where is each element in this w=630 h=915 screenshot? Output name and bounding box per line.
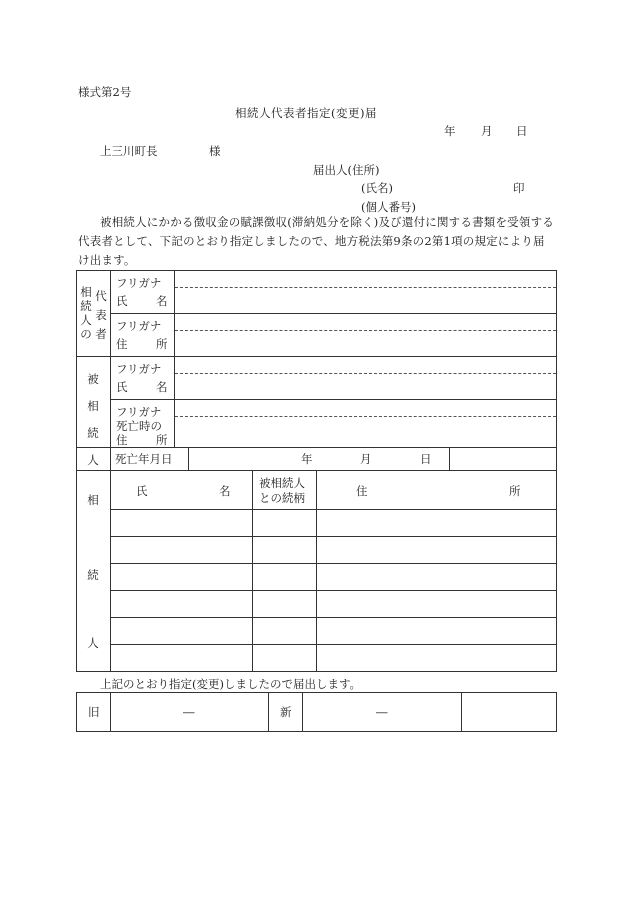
col-relation-line-1: 被相続人 xyxy=(259,476,305,490)
deceased-name-furigana-label: フリガナ xyxy=(116,362,162,376)
rep-address-label-1: 住 xyxy=(116,337,128,351)
heir-row[interactable] xyxy=(111,510,556,536)
rep-address-label-2: 所 xyxy=(156,337,168,351)
intro-paragraph: 被相続人にかかる徴収金の賦課徴収(滞納処分を除く)及び還付に関する書類を受領する代表者として、下記のとおり指定しましたので、地方税法第9条の2第1項の規定により届け出ます。 xyxy=(78,215,554,267)
col-address-label-1: 住 xyxy=(356,484,368,498)
heir-row[interactable] xyxy=(111,618,556,644)
heir-row[interactable] xyxy=(111,591,556,617)
new-label: 新 xyxy=(280,705,292,719)
footer-text: 上記のとおり指定(変更)しましたので届出します。 xyxy=(100,677,362,691)
col-name-label-2: 名 xyxy=(219,484,231,498)
rep-address-field[interactable] xyxy=(176,333,554,354)
col-name-label-1: 氏 xyxy=(136,484,148,498)
death-date-field[interactable] xyxy=(190,449,447,469)
rep-name-label-2: 名 xyxy=(156,294,168,308)
rep-name-furigana-field[interactable] xyxy=(176,272,554,286)
deceased-address-label-1: 住 xyxy=(116,433,128,447)
rep-address-furigana-field[interactable] xyxy=(176,315,554,329)
col-address-label-2: 所 xyxy=(509,484,521,498)
deceased-address-label-2: 所 xyxy=(156,433,168,447)
death-date-year: 年 xyxy=(301,452,313,466)
rep-name-label-1: 氏 xyxy=(116,294,128,308)
rep-name-field[interactable] xyxy=(176,290,554,311)
heir-row[interactable] xyxy=(111,645,556,671)
form-number: 様式第2号 xyxy=(78,85,132,99)
date-month-label: 月 xyxy=(481,124,493,138)
deceased-address-furigana-label: フリガナ xyxy=(116,405,162,419)
form-page: 様式第2号 相続人代表者指定(変更)届 年 月 日 上三川町長 様 届出人(住所) (氏名) 印 (個人番号) 被相続人にかかる徴収金の賦課徴収(滞納処分を除く)及び還付に関する書類を受領する代表者として、下記のとおり指定しましたので、地方税法第9条の2第1項の規定により届け出ます。 相 続 人 の 代 表 者 フリガナ 氏 名 フリガナ 住 所 被 相 続 人 フリガナ 氏 名 フリガナ 死亡時の 住 所 死亡年月日 年 月 日 相 続 人 氏 名 被相続人 との続柄 住 所 上記のとおり指定(変更)しましたので届出します。 旧 ― 新 ― xyxy=(0,0,630,915)
heir-row[interactable] xyxy=(111,537,556,563)
form-title: 相続人代表者指定(変更)届 xyxy=(235,106,377,120)
seal-label: 印 xyxy=(513,181,525,195)
deceased-name-label-2: 名 xyxy=(156,380,168,394)
date-year-label: 年 xyxy=(444,124,456,138)
applicant-name-label: (氏名) xyxy=(361,181,393,195)
death-date-label: 死亡年月日 xyxy=(115,452,173,466)
deceased-address-label-top: 死亡時の xyxy=(116,419,162,433)
death-date-month: 月 xyxy=(360,452,372,466)
addressee-honorific: 様 xyxy=(209,144,221,158)
old-value: ― xyxy=(183,705,195,719)
rep-name-furigana-label: フリガナ xyxy=(116,276,162,290)
applicant-id-label: (個人番号) xyxy=(361,200,416,214)
col-relation-line-2: との続柄 xyxy=(259,491,305,505)
extra-field[interactable] xyxy=(463,694,555,730)
applicant-address-label: 届出人(住所) xyxy=(313,163,380,177)
deceased-name-field[interactable] xyxy=(176,376,554,397)
heir-row[interactable] xyxy=(111,564,556,590)
deceased-name-label-1: 氏 xyxy=(116,380,128,394)
deceased-name-furigana-field[interactable] xyxy=(176,358,554,372)
death-date-day: 日 xyxy=(420,452,432,466)
rep-address-furigana-label: フリガナ xyxy=(116,319,162,333)
new-value: ― xyxy=(376,705,388,719)
date-day-label: 日 xyxy=(516,124,528,138)
addressee: 上三川町長 xyxy=(100,144,158,158)
deceased-address-furigana-field[interactable] xyxy=(176,401,554,415)
deceased-address-field[interactable] xyxy=(176,419,554,445)
old-label: 旧 xyxy=(88,705,100,719)
